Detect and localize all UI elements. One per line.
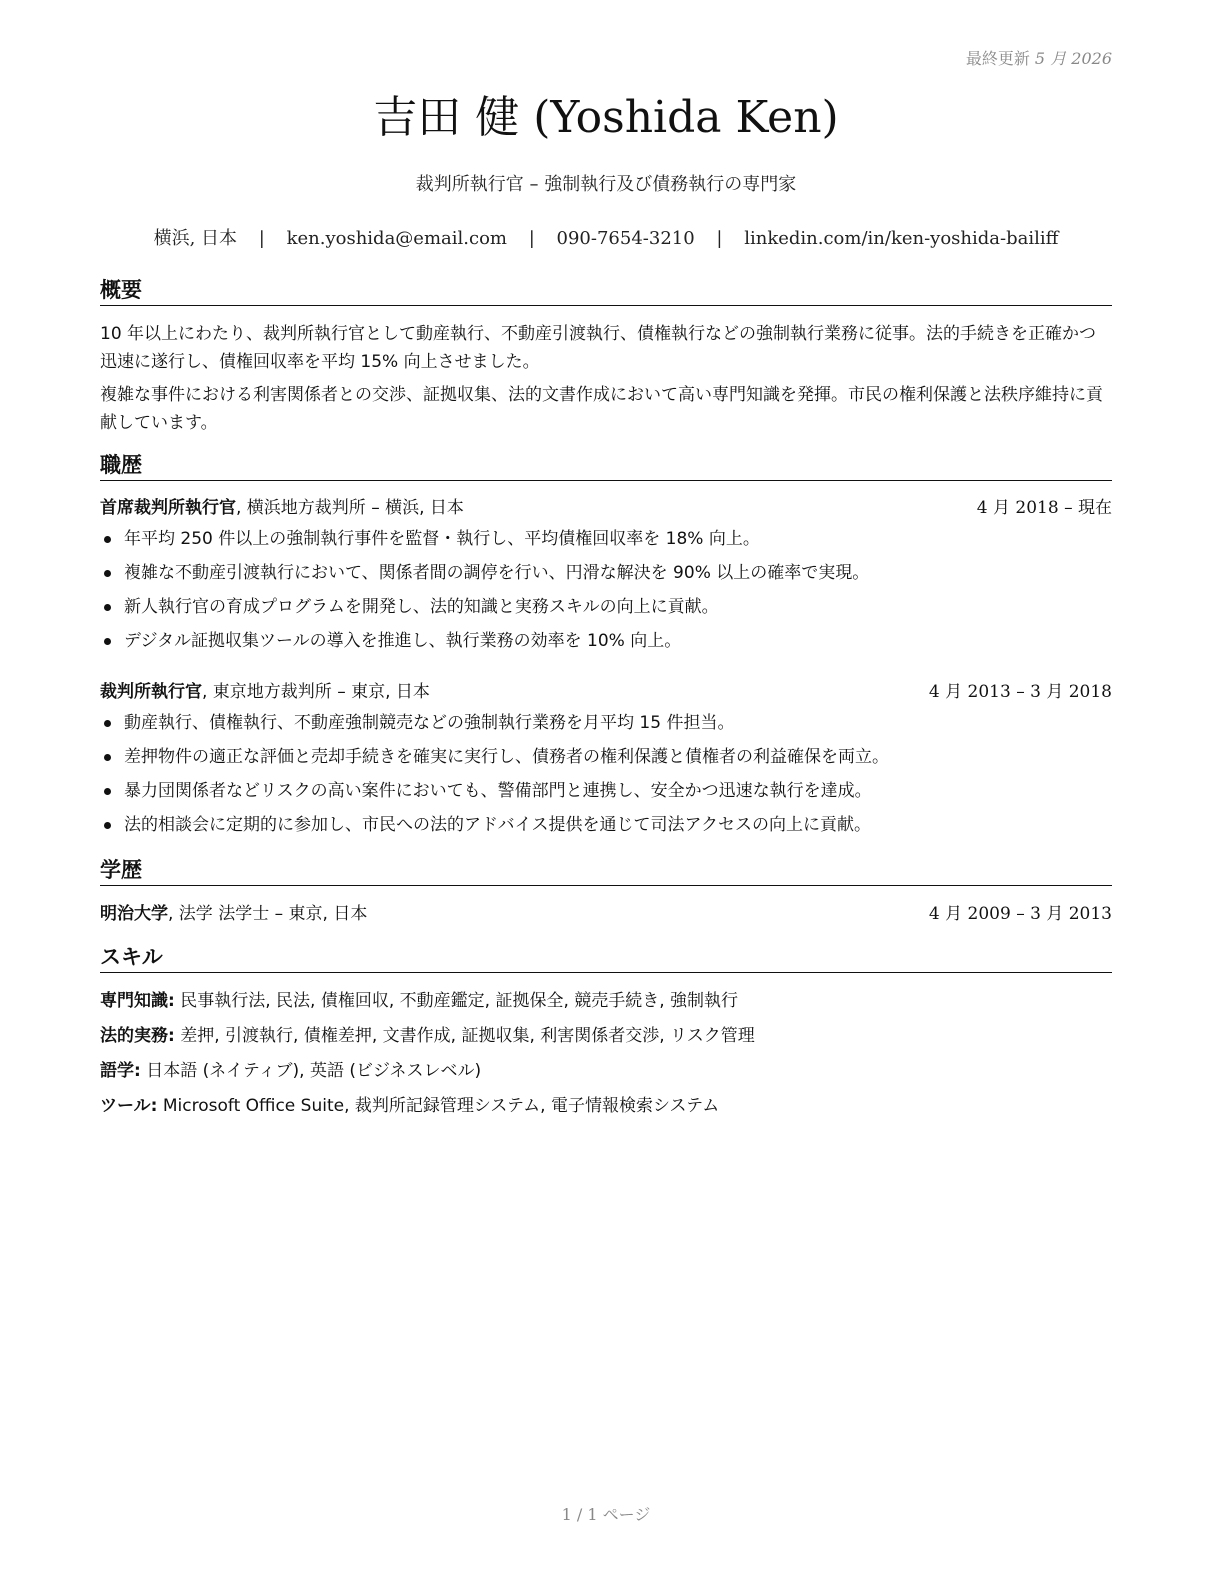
- skill-value: 民事執行法, 民法, 債権回収, 不動産鑑定, 証拠保全, 競売手続き, 強制執行: [174, 991, 739, 1011]
- skill-row: [100, 987, 1112, 1015]
- resume-page: [100, 0, 1112, 1584]
- contact-phone: 090-7654-3210: [556, 228, 695, 249]
- skill-label: ツール:: [100, 1096, 158, 1116]
- contact-separator: |: [258, 228, 265, 249]
- candidate-name: 吉田 健 (Yoshida Ken): [373, 92, 839, 143]
- job-bullets: [100, 709, 1112, 845]
- skill-value: Microsoft Office Suite, 裁判所記録管理システム, 電子情報検索システム: [157, 1096, 720, 1116]
- skill-row: [100, 1057, 1112, 1085]
- last-updated: [966, 46, 1112, 69]
- list-item: 新人執行官の育成プログラムを開発し、法的知識と実務スキルの向上に貢献。: [100, 593, 1112, 627]
- skill-row: [100, 1092, 1112, 1120]
- job-title: 裁判所執行官: [100, 682, 202, 702]
- job-org: , 横浜地方裁判所 – 横浜, 日本: [236, 498, 464, 518]
- education-entry: [100, 900, 1112, 928]
- list-item: デジタル証拠収集ツールの導入を推進し、執行業務の効率を 10% 向上。: [100, 627, 1112, 661]
- job-bullets: [100, 525, 1112, 661]
- skill-value: 差押, 引渡執行, 債権差押, 文書作成, 証拠収集, 利害関係者交渉, リスク管理: [174, 1026, 755, 1046]
- skill-row: [100, 1022, 1112, 1050]
- skill-label: 法的実務:: [100, 1026, 175, 1046]
- list-item: 動産執行、債権執行、不動産強制競売などの強制執行業務を月平均 15 件担当。: [100, 709, 1112, 743]
- job-dates: 4 月 2018 – 現在: [976, 498, 1112, 518]
- skill-label: 専門知識:: [100, 991, 175, 1011]
- list-item: 法的相談会に定期的に参加し、市民への法的アドバイス提供を通じて司法アクセスの向上に貢献。: [100, 811, 1112, 845]
- skill-label: 語学:: [100, 1061, 141, 1081]
- summary-paragraph: 10 年以上にわたり、裁判所執行官として動産執行、不動産引渡執行、債権執行などの強制執行業務に従事。法的手続きを正確かつ迅速に遂行し、債権回収率を平均 15% 向上させました。: [100, 324, 1097, 372]
- education-dates: 4 月 2009 – 3 月 2013: [928, 904, 1112, 924]
- job-org: , 東京地方裁判所 – 東京, 日本: [202, 682, 430, 702]
- job-header: [100, 678, 1112, 706]
- page-number: 1 / 1 ページ: [561, 1505, 651, 1524]
- last-updated-label: 最終更新: [965, 49, 1030, 68]
- summary-heading: 概要: [100, 277, 1112, 306]
- summary-paragraph: 複雑な事件における利害関係者との交渉、証拠収集、法的文書作成において高い専門知識を発揮。市民の権利保護と法秩序維持に貢献しています。: [100, 385, 1103, 433]
- education-school: 明治大学: [100, 904, 168, 924]
- contact-linkedin[interactable]: linkedin.com/in/ken-yoshida-bailiff: [744, 228, 1059, 249]
- candidate-subtitle: 裁判所執行官 – 強制執行及び債務執行の専門家: [415, 174, 797, 195]
- skill-value: 日本語 (ネイティブ), 英語 (ビジネスレベル): [140, 1061, 482, 1081]
- list-item: 差押物件の適正な評価と売却手続きを確実に実行し、債務者の権利保護と債権者の利益確保を両立。: [100, 743, 1112, 777]
- job-header: [100, 494, 1112, 522]
- list-item: 年平均 250 件以上の強制執行事件を監督・執行し、平均債権回収率を 18% 向上。: [100, 525, 1112, 559]
- experience-heading: 職歴: [100, 452, 1112, 481]
- list-item: 暴力団関係者などリスクの高い案件においても、警備部門と連携し、安全かつ迅速な執行を達成。: [100, 777, 1112, 811]
- contact-line: [100, 224, 1112, 250]
- contact-email[interactable]: ken.yoshida@email.com: [286, 228, 507, 249]
- contact-separator: |: [528, 228, 535, 249]
- job-dates: 4 月 2013 – 3 月 2018: [928, 682, 1112, 702]
- education-heading: 学歴: [100, 857, 1112, 886]
- last-updated-date: 5 月 2026: [1034, 49, 1112, 68]
- list-item: 複雑な不動産引渡執行において、関係者間の調停を行い、円滑な解決を 90% 以上の確率で実現。: [100, 559, 1112, 593]
- job-title: 首席裁判所執行官: [100, 498, 236, 518]
- skills-heading: スキル: [100, 944, 1112, 973]
- contact-location: 横浜, 日本: [153, 228, 238, 249]
- contact-separator: |: [716, 228, 723, 249]
- education-detail: , 法学 法学士 – 東京, 日本: [168, 904, 368, 924]
